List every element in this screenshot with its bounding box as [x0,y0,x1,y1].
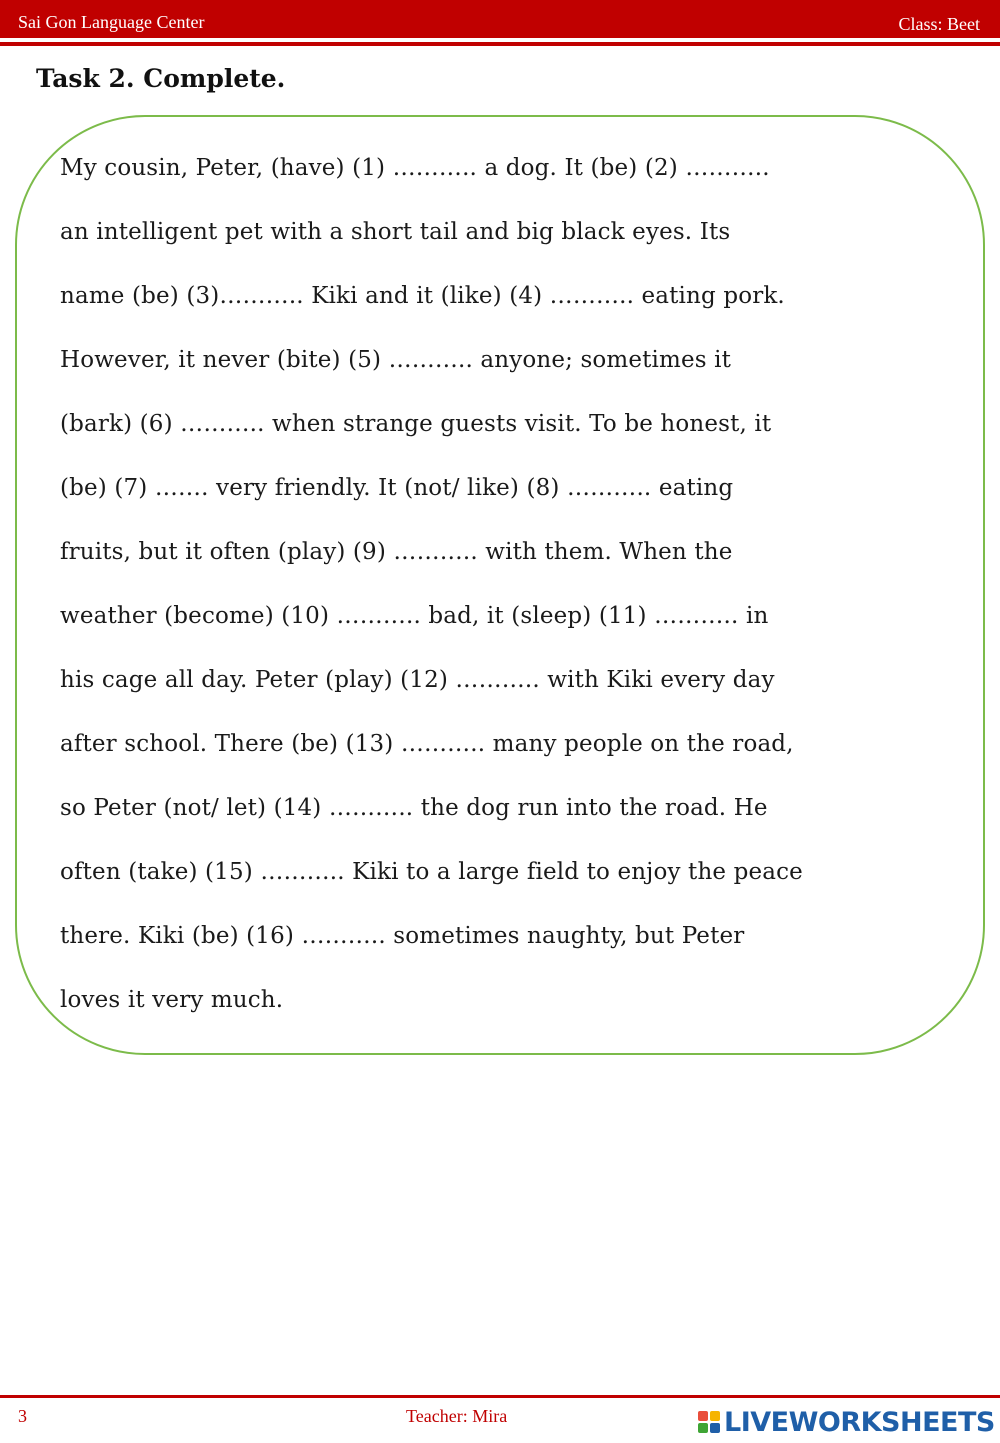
header-divider [0,42,1000,46]
passage-line: an intelligent pet with a short tail and big black eyes. Its [60,219,731,245]
logo-square-icon [698,1411,708,1421]
passage-line: after school. There (be) (13) ……….. many people on the road, [60,731,794,757]
teacher-name: Teacher: Mira [406,1406,508,1426]
logo-square-icon [698,1423,708,1433]
liveworksheets-logo-text: LIVEWORKSHEETS [724,1406,995,1438]
passage-line: My cousin, Peter, (have) (1) ……….. a dog. It (be) (2) ……….. [60,155,770,181]
center-name: Sai Gon Language Center [18,12,205,32]
passage-line: fruits, but it often (play) (9) ……….. with them. When the [60,539,733,565]
page-number: 3 [18,1406,27,1426]
passage-line: so Peter (not/ let) (14) ……….. the dog run into the road. He [60,795,768,821]
passage-line: However, it never (bite) (5) ……….. anyone; sometimes it [60,347,732,373]
passage-line: weather (become) (10) ……….. bad, it (sleep) (11) ……….. in [60,603,769,629]
logo-square-icon [710,1423,720,1433]
passage-line: there. Kiki (be) (16) ……….. sometimes naughty, but Peter [60,923,745,949]
passage-line: (bark) (6) ……….. when strange guests visit. To be honest, it [60,411,772,437]
passage-line: his cage all day. Peter (play) (12) ……….. with Kiki every day [60,667,775,693]
liveworksheets-logo[interactable] [698,1404,995,1440]
passage-line: name (be) (3)……….. Kiki and it (like) (4) ……….. eating pork. [60,283,785,309]
logo-square-icon [710,1411,720,1421]
passage-line: (be) (7) ……. very friendly. It (not/ like) (8) ……….. eating [60,475,734,501]
footer-divider [0,1395,1000,1398]
class-label: Class: Beet [898,14,980,34]
passage-line: often (take) (15) ……….. Kiki to a large field to enjoy the peace [60,859,803,885]
liveworksheets-logo-icon [698,1411,720,1433]
task-title: Task 2. Complete. [36,64,286,93]
passage-line: loves it very much. [60,987,284,1013]
passage-text [60,136,965,1032]
